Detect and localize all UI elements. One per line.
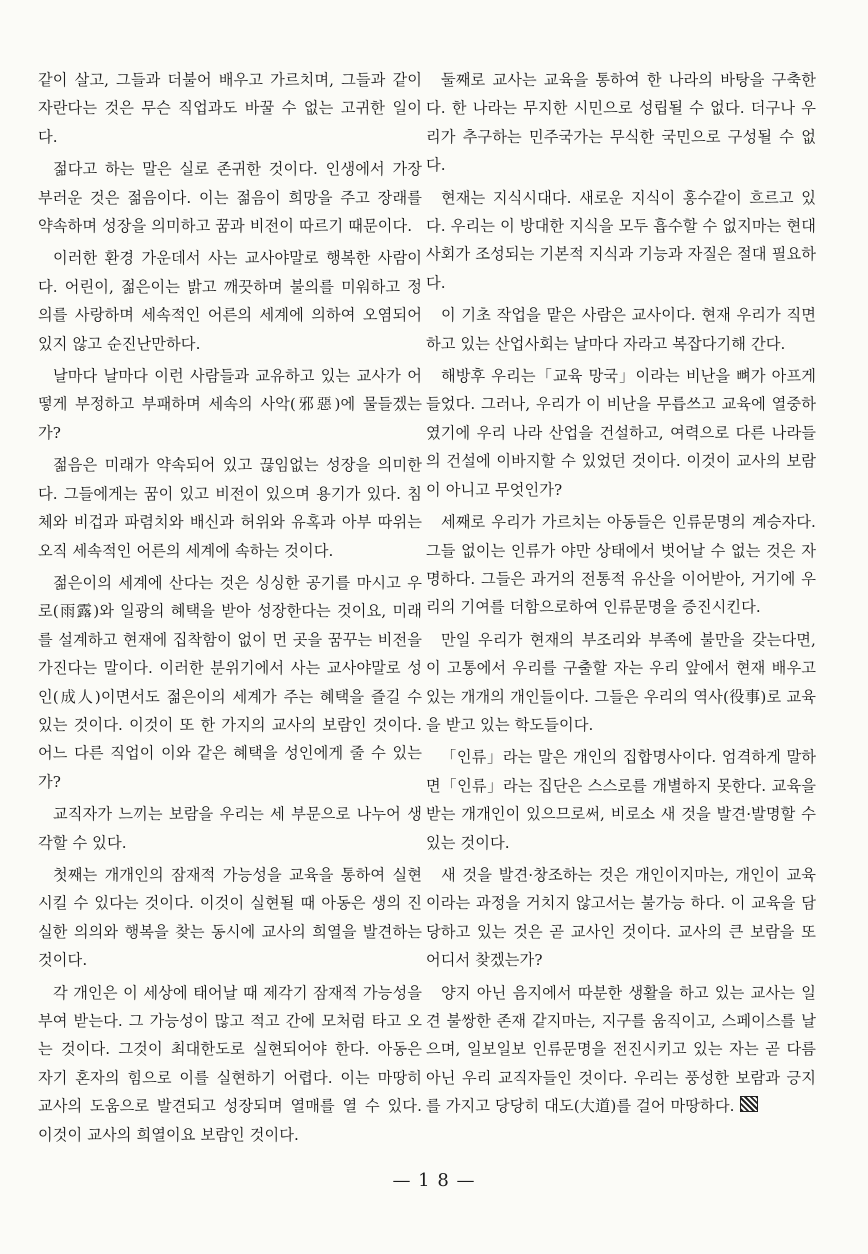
paragraph: 교직자가 느끼는 보람을 우리는 세 부문으로 나누어 생각할 수 있다. — [38, 805, 422, 852]
paragraph: 세째로 우리가 가르치는 아동들은 인류문명의 계승자다. 그들 없이는 인류가 야만 상태에서 벗어날 수 없는 것은 자명하다. 그들은 과거의 전통적 유산을 이어받아, 거기에 우리의 기여를 더함으로하여 인류문명을 증진시킨다. — [426, 513, 816, 617]
right-column — [426, 66, 816, 1125]
paragraph: 해방후 우리는「교육 망국」이라는 비난을 뼈가 아프게 들었다. 그러나, 우리가 이 비난을 무릅쓰고 교육에 열중하였기에 우리 나라 산업을 건설하고, 여력으로 다른 나라들의 건설에 이바지할 수 있었던 것이다. 이것이 교사의 보람이 아니고 무엇인가? — [426, 367, 816, 499]
paragraph: 젊다고 하는 말은 실로 존귀한 것이다. 인생에서 가장 부러운 것은 젊음이다. 이는 젊음이 희망을 주고 장래를 약속하며 성장을 의미하고 꿈과 비전이 따르기 때문이다. — [38, 160, 422, 236]
paragraph: 첫째는 개개인의 잠재적 가능성을 교육을 통하여 실현시킬 수 있다는 것이다. 이것이 실현될 때 아동은 생의 진실한 의의와 행복을 찾는 동시에 교사의 희열을 발견하는 것이다. — [38, 865, 422, 970]
paragraph: 젊음은 미래가 약속되어 있고 끊임없는 성장을 의미한다. 그들에게는 꿈이 있고 비전이 있으며 용기가 있다. 침체와 비겁과 파렴치와 배신과 허위와 유혹과 아부 따위는 오직 세속적인 어른의 세계에 속하는 것이다. — [38, 456, 422, 560]
paragraph: 새 것을 발견·창조하는 것은 개인이지마는, 개인이 교육이라는 과정을 거치지 않고서는 불가능 하다. 이 교육을 담당하고 있는 것은 곧 교사인 것이다. 교사의 큰 보람을 또 어디서 찾겠는가? — [426, 865, 816, 970]
left-column — [38, 66, 422, 1153]
paragraph: 「인류」라는 말은 개인의 집합명사이다. 엄격하게 말하면「인류」라는 집단은 스스로를 개별하지 못한다. 교육을 받는 개개인이 있으므로써, 비로소 새 것을 발견·발명할 수 있는 것이다. — [426, 748, 816, 852]
page-number: — 1 8 — — [392, 1170, 476, 1191]
paragraph: 각 개인은 이 세상에 태어날 때 제각기 잠재적 가능성을 부여 받는다. 그 가능성이 많고 적고 간에 모처럼 타고 오는 것이다. 그것이 최대한도로 실현되어야 한다. 아동은 자기 혼자의 힘으로 이를 실현하기 어렵다. 이는 마땅히 교사의 도움으로 발견되고 성장되며 열매를 열 수 있다. 이것이 교사의 희열이요 보람인 것이다. — [38, 983, 422, 1144]
paragraph: 만일 우리가 현재의 부조리와 부족에 불만을 갖는다면, 이 고통에서 우리를 구출할 자는 우리 앞에서 현재 배우고 있는 개개의 개인들이다. 그들은 우리의 역사(役事)로 교육을 받고 있는 학도들이다. — [426, 630, 816, 734]
paragraph: 둘째로 교사는 교육을 통하여 한 나라의 바탕을 구축한다. 한 나라는 무지한 시민으로 성립될 수 없다. 더구나 우리가 추구하는 민주국가는 무식한 국민으로 구성될 수 없다. — [426, 71, 816, 175]
paragraph: 젊은이의 세계에 산다는 것은 싱싱한 공기를 마시고 우로(雨露)와 일광의 혜택을 받아 성장한다는 것이요, 미래를 설계하고 현재에 집착함이 없이 먼 곳을 꿈꾸는 비전을 가진다는 말이다. 이러한 분위기에서 사는 교사야말로 성인(成人)이면서도 젊은이의 세계가 주는 혜택을 즐길 수 있는 것이다. 이것이 또 한 가지의 교사의 보람인 것이다. 어느 다른 직업이 이와 같은 혜택을 성인에게 줄 수 있는가? — [38, 573, 422, 791]
paragraph: 현재는 지식시대다. 새로운 지식이 홍수같이 흐르고 있다. 우리는 이 방대한 지식을 모두 흡수할 수 없지마는 현대사회가 조성되는 기본적 지식과 기능과 자질은 절대 필요하다. — [426, 188, 816, 292]
last-paragraph-text: 양지 아닌 음지에서 따분한 생활을 하고 있는 교사는 일견 불쌍한 존재 같지마는, 지구를 움직이고, 스페이스를 날으며, 일보일보 인류문명을 전진시키고 있는 자는 곧 다름아닌 우리 교직자들인 것이다. 우리는 풍성한 보람과 긍지를 가지고 당당히 대도(大道)를 걸어 마땅하다. — [426, 983, 816, 1116]
last-paragraph — [426, 979, 816, 1121]
paragraph: 날마다 날마다 이런 사람들과 교유하고 있는 교사가 어떻게 부정하고 부패하며 세속의 사악(邪惡)에 물들겠는가? — [38, 367, 422, 442]
paragraph: 이러한 환경 가운데서 사는 교사야말로 행복한 사람이다. 어린이, 젊은이는 밝고 깨끗하며 불의를 미워하고 정의를 사랑하며 세속적인 어른의 세계에 의하여 오염되어 있지 않고 순진난만하다. — [38, 249, 422, 353]
end-of-article-mark — [740, 1096, 758, 1112]
paragraph: 이 기초 작업을 맡은 사람은 교사이다. 현재 우리가 직면하고 있는 산업사회는 날마다 자라고 복잡다기해 간다. — [426, 306, 816, 353]
paragraph: 같이 살고, 그들과 더불어 배우고 가르치며, 그들과 같이 자란다는 것은 무슨 직업과도 바꿀 수 없는 고귀한 일이다. — [38, 71, 422, 146]
